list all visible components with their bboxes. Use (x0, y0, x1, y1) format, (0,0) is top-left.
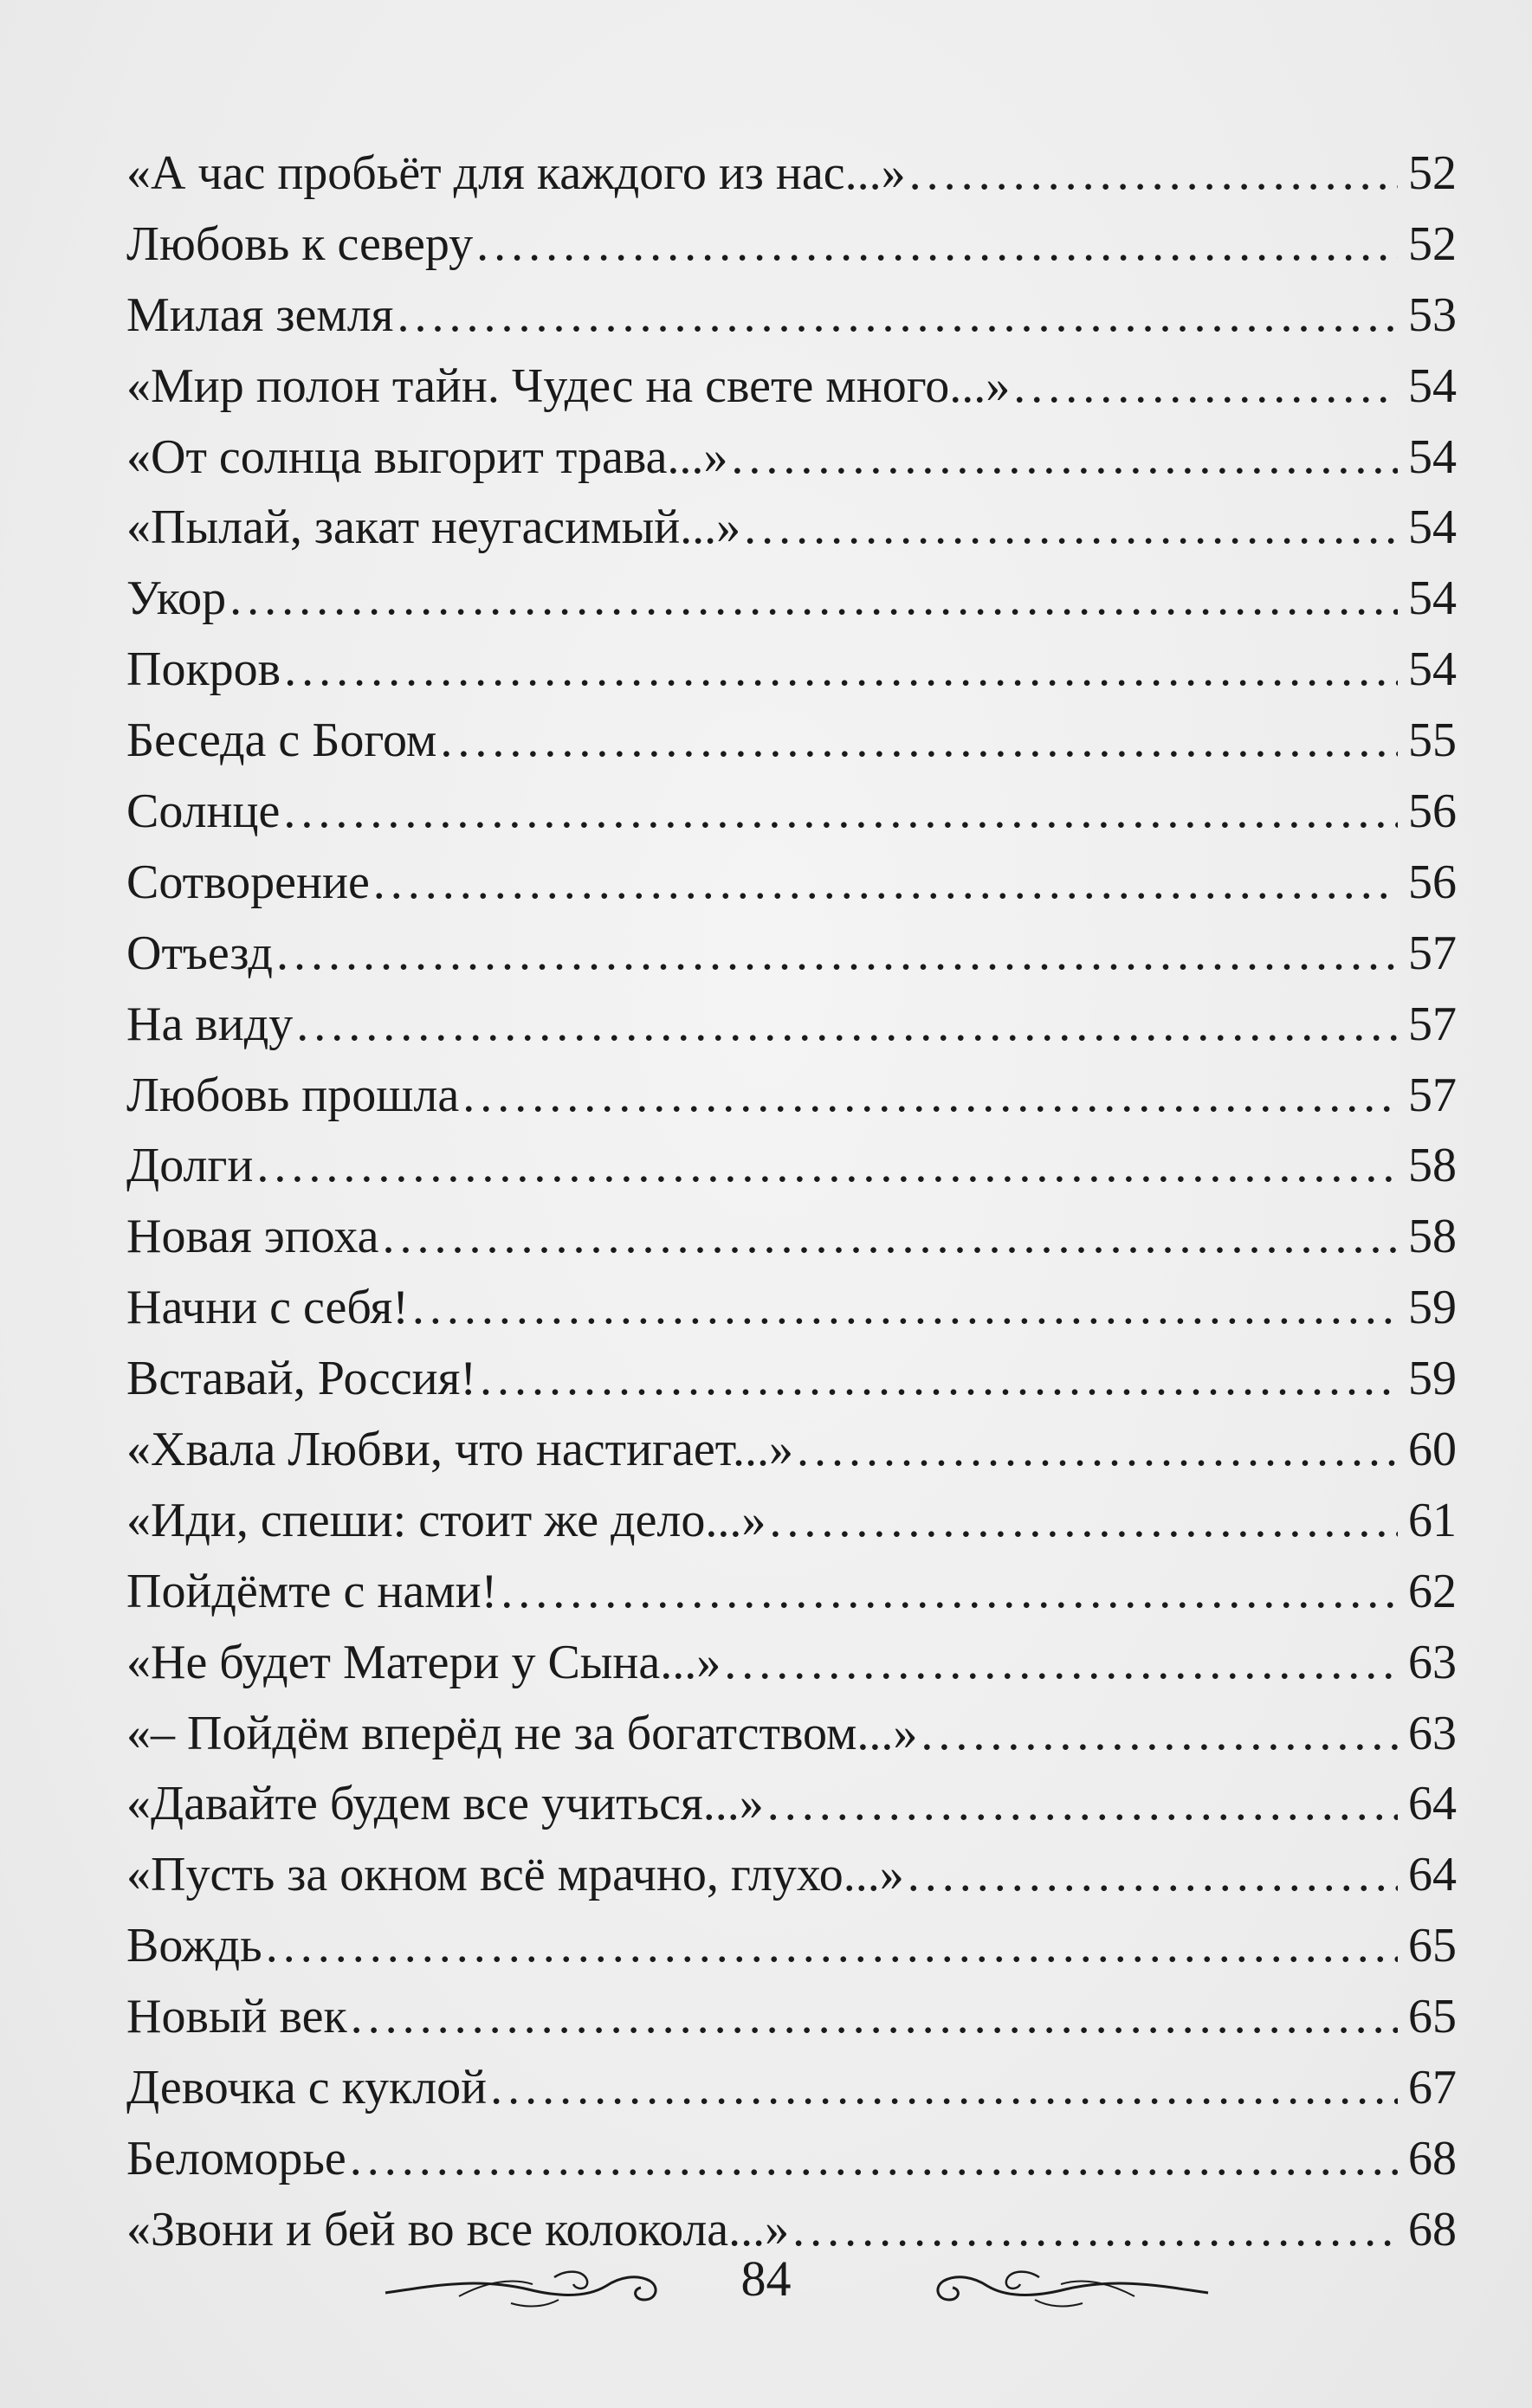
toc-entry-title: Беломорье (126, 2131, 346, 2185)
toc-entry-title: На виду (126, 997, 294, 1051)
toc-entry-title: Сотворение (126, 855, 370, 909)
toc-entry (126, 990, 1457, 1061)
toc-entry-page: 67 (1408, 2061, 1457, 2115)
dot-leader (350, 2124, 1398, 2195)
dot-leader (229, 564, 1398, 635)
dot-leader (769, 1486, 1398, 1557)
toc-entry-page: 54 (1408, 358, 1457, 413)
toc-entry-title: Вождь (126, 1919, 262, 1973)
toc-entry-page: 57 (1408, 997, 1457, 1051)
dot-leader (724, 1628, 1398, 1699)
toc-entry-page: 58 (1408, 1139, 1457, 1193)
toc-entry-page: 56 (1408, 855, 1457, 909)
toc-entry (126, 564, 1457, 635)
toc-entry-page: 58 (1408, 1210, 1457, 1264)
page-footer (0, 2234, 1532, 2338)
toc-entry-title: Начни с себя! (126, 1281, 409, 1335)
dot-leader (744, 493, 1398, 564)
toc-entry (126, 493, 1457, 564)
table-of-contents (126, 139, 1457, 2266)
toc-entry-title: Любовь к северу (126, 216, 474, 271)
toc-entry-page: 57 (1408, 926, 1457, 980)
dot-leader (490, 2053, 1398, 2124)
toc-entry (126, 1911, 1457, 1982)
toc-entry (126, 848, 1457, 919)
toc-entry (126, 1415, 1457, 1486)
toc-entry-title: Укор (126, 571, 227, 626)
toc-entry (126, 1628, 1457, 1699)
dot-leader (462, 1061, 1398, 1132)
right-flourish-ornament (918, 2251, 1212, 2321)
toc-entry (126, 1840, 1457, 1911)
toc-entry-title: Беседа с Богом (126, 713, 437, 768)
toc-entry-page: 60 (1408, 1423, 1457, 1477)
dot-leader (412, 1273, 1398, 1344)
toc-entry (126, 1131, 1457, 1202)
toc-entry (126, 210, 1457, 281)
dot-leader (351, 1982, 1398, 2053)
dot-leader (266, 1911, 1398, 1982)
dot-leader (921, 1699, 1398, 1770)
toc-entry-page: 62 (1408, 1564, 1457, 1618)
toc-entry-title: Долги (126, 1139, 254, 1193)
toc-entry-title: Пойдёмте с нами! (126, 1564, 498, 1618)
dot-leader (797, 1415, 1398, 1486)
toc-entry (126, 777, 1457, 848)
toc-entry-page: 63 (1408, 1706, 1457, 1760)
toc-entry-page: 59 (1408, 1281, 1457, 1335)
toc-entry (126, 635, 1457, 706)
toc-entry (126, 281, 1457, 352)
toc-entry-title: «Пылай, закат неугасимый...» (126, 500, 741, 555)
toc-entry-title: «Пусть за окном всё мрачно, глухо...» (126, 1848, 904, 1902)
dot-leader (501, 1557, 1398, 1628)
toc-entry-title: «Хвала Любви, что настигает...» (126, 1423, 793, 1477)
toc-entry (126, 2053, 1457, 2124)
toc-entry-page: 54 (1408, 500, 1457, 555)
toc-entry (126, 1699, 1457, 1770)
toc-entry-title: «Звони и бей во все колокола...» (126, 2202, 790, 2256)
dot-leader (296, 990, 1398, 1061)
toc-entry-page: 65 (1408, 1919, 1457, 1973)
toc-entry (126, 1061, 1457, 1132)
dot-leader (476, 210, 1398, 281)
dot-leader (284, 635, 1398, 706)
toc-entry-title: Новый век (126, 1990, 347, 2044)
toc-entry-title: «Мир полон тайн. Чудес на свете много...» (126, 358, 1011, 413)
toc-entry-page: 64 (1408, 1777, 1457, 1831)
dot-leader (373, 848, 1398, 919)
page-number: 84 (740, 2250, 792, 2307)
toc-entry-page: 63 (1408, 1635, 1457, 1689)
toc-entry (126, 352, 1457, 423)
toc-entry-page: 64 (1408, 1848, 1457, 1902)
toc-entry (126, 139, 1457, 210)
toc-entry-title: Вставай, Россия! (126, 1352, 476, 1406)
toc-entry-title: «Давайте будем все учиться...» (126, 1777, 764, 1831)
toc-entry-title: Покров (126, 642, 281, 697)
toc-entry-title: «Не будет Матери у Сына...» (126, 1635, 721, 1689)
toc-entry (126, 919, 1457, 990)
dot-leader (731, 423, 1398, 494)
dot-leader (256, 1131, 1398, 1202)
dot-leader (397, 281, 1398, 352)
toc-entry-title: «Иди, спеши: стоит же дело...» (126, 1493, 766, 1547)
toc-entry-title: Девочка с куклой (126, 2061, 488, 2115)
toc-entry-page: 54 (1408, 642, 1457, 697)
toc-entry-page: 61 (1408, 1493, 1457, 1547)
toc-entry-page: 53 (1408, 287, 1457, 342)
dot-leader (767, 1769, 1398, 1840)
toc-entry (126, 706, 1457, 777)
dot-leader (908, 1840, 1398, 1911)
toc-entry (126, 1982, 1457, 2053)
toc-entry-page: 56 (1408, 784, 1457, 839)
dot-leader (276, 919, 1398, 990)
toc-entry-page: 59 (1408, 1352, 1457, 1406)
toc-entry-page: 68 (1408, 2131, 1457, 2185)
toc-entry (126, 2124, 1457, 2195)
toc-entry-page: 52 (1408, 146, 1457, 200)
dot-leader (1013, 352, 1398, 423)
toc-entry-title: Милая земля (126, 287, 394, 342)
toc-entry (126, 1273, 1457, 1344)
dot-leader (283, 777, 1398, 848)
toc-entry-page: 52 (1408, 216, 1457, 271)
dot-leader (480, 1344, 1398, 1415)
toc-entry-page: 54 (1408, 571, 1457, 626)
toc-entry-page: 57 (1408, 1068, 1457, 1122)
toc-entry (126, 1486, 1457, 1557)
toc-entry-title: «А час пробьёт для каждого из нас...» (126, 146, 906, 200)
toc-entry (126, 1769, 1457, 1840)
toc-entry-title: Любовь прошла (126, 1068, 460, 1122)
toc-entry (126, 1344, 1457, 1415)
toc-entry (126, 1202, 1457, 1273)
toc-entry-page: 68 (1408, 2202, 1457, 2256)
toc-entry-title: Отъезд (126, 926, 274, 980)
toc-entry-page: 65 (1408, 1990, 1457, 2044)
toc-entry-title: «– Пойдём вперёд не за богатством...» (126, 1706, 918, 1760)
toc-entry (126, 1557, 1457, 1628)
toc-entry-title: Новая эпоха (126, 1210, 379, 1264)
toc-entry-page: 55 (1408, 713, 1457, 768)
dot-leader (440, 706, 1398, 777)
toc-entry-title: «От солнца выгорит трава...» (126, 429, 728, 484)
dot-leader (909, 139, 1398, 210)
toc-entry (126, 423, 1457, 494)
toc-entry-page: 54 (1408, 429, 1457, 484)
toc-entry-title: Солнце (126, 784, 281, 839)
dot-leader (382, 1202, 1398, 1273)
